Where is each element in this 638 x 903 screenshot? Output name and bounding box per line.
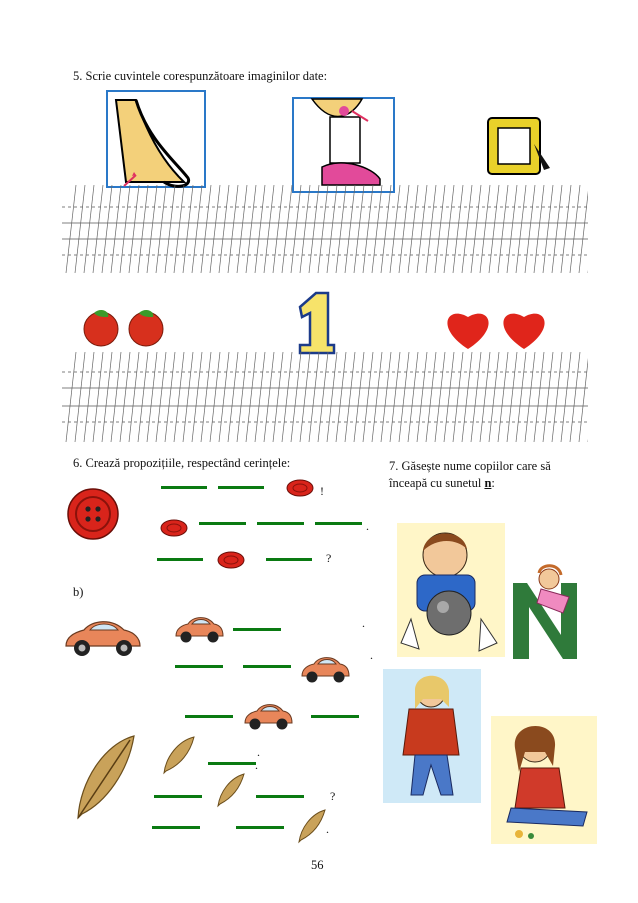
slant-guide-line — [480, 185, 490, 273]
girl-on-letter-n-picture — [511, 563, 583, 659]
car-icon — [62, 612, 142, 660]
slant-guide-line — [534, 185, 544, 273]
answer-line — [243, 665, 291, 668]
slant-guide-line — [507, 185, 517, 273]
answer-line — [256, 795, 304, 798]
slant-guide-line — [345, 352, 355, 442]
slant-guide-line — [570, 352, 580, 442]
slant-guide-line — [552, 352, 562, 442]
small-button-icon — [286, 479, 314, 497]
slant-guide-line — [327, 352, 337, 442]
question-mark: ? — [330, 789, 336, 803]
small-car-icon — [173, 610, 225, 646]
slant-guide-line — [228, 185, 238, 273]
slant-guide-line — [489, 185, 499, 273]
slant-guide-line — [147, 185, 157, 273]
slant-guide-line — [255, 185, 265, 273]
small-feather-icon — [295, 808, 327, 844]
small-button-icon — [160, 519, 188, 537]
slant-guide-line — [381, 352, 391, 442]
slant-guide-line — [525, 352, 535, 442]
period-mark: . — [255, 758, 258, 772]
slant-guide-line — [174, 352, 184, 442]
writing-lines-1 — [62, 185, 588, 273]
slant-guide-line — [390, 185, 400, 273]
slant-guide-line — [138, 185, 148, 273]
slant-guide-line — [66, 185, 76, 273]
slant-guide-line — [282, 352, 292, 442]
slant-guide-line — [201, 185, 211, 273]
target-letter: n — [484, 476, 492, 490]
slant-guide-line — [327, 185, 337, 273]
answer-line — [185, 715, 233, 718]
number-one-icon — [294, 291, 336, 355]
slant-guide-line — [435, 185, 445, 273]
slant-guide-line — [219, 185, 229, 273]
small-car-icon — [242, 697, 294, 733]
answer-line — [236, 826, 284, 829]
slant-guide-line — [138, 352, 148, 442]
slant-guide-line — [300, 352, 310, 442]
slant-guide-line — [453, 352, 463, 442]
slant-guide-line — [435, 352, 445, 442]
slant-guide-line — [426, 185, 436, 273]
small-feather-icon — [214, 772, 246, 808]
slant-guide-line — [390, 352, 400, 442]
slant-guide-line — [444, 352, 454, 442]
slant-guide-line — [84, 352, 94, 442]
slant-guide-line — [345, 185, 355, 273]
slant-guide-line — [570, 185, 580, 273]
feather-icon — [70, 732, 138, 822]
slant-guide-line — [354, 352, 364, 442]
slant-guide-line — [120, 185, 130, 273]
slant-guide-line — [75, 352, 85, 442]
slant-guide-line — [381, 185, 391, 273]
slant-guide-line — [336, 352, 346, 442]
slant-guide-line — [462, 352, 472, 442]
exercise-6-title: 6. Crează propozițiile, respectând cerințele: — [73, 456, 291, 470]
exercise-5-title: 5. Scrie cuvintele corespunzătoare imaginilor date: — [73, 69, 328, 83]
slant-guide-line — [309, 185, 319, 273]
slant-guide-line — [399, 352, 409, 442]
answer-line — [311, 715, 359, 718]
chin-picture — [292, 97, 395, 193]
slant-guide-line — [408, 352, 418, 442]
page-number: 56 — [311, 858, 324, 872]
slant-guide-line — [219, 352, 229, 442]
slant-guide-line — [372, 185, 382, 273]
slant-guide-line — [111, 352, 121, 442]
slant-guide-line — [417, 352, 427, 442]
period-mark: . — [362, 616, 365, 630]
slant-guide-line — [246, 352, 256, 442]
slant-guide-line — [534, 352, 544, 442]
slant-guide-line — [192, 352, 202, 442]
slant-guide-line — [561, 185, 571, 273]
slant-guide-line — [561, 352, 571, 442]
slant-guide-line — [318, 185, 328, 273]
slant-guide-line — [93, 352, 103, 442]
slant-guide-line — [264, 185, 274, 273]
slant-guide-line — [579, 185, 588, 273]
slant-guide-line — [525, 185, 535, 273]
period-mark: . — [257, 745, 260, 759]
answer-line — [154, 795, 202, 798]
slant-guide-line — [183, 185, 193, 273]
nose-picture — [106, 90, 206, 188]
slant-guide-line — [498, 352, 508, 442]
slant-guide-line — [102, 352, 112, 442]
slant-guide-line — [93, 185, 103, 273]
boy-with-ball-picture — [397, 523, 505, 657]
small-button-icon — [217, 551, 245, 569]
picture-frame-icon — [474, 104, 556, 184]
slant-guide-line — [111, 185, 121, 273]
slant-guide-line — [210, 185, 220, 273]
slant-guide-line — [417, 185, 427, 273]
slant-guide-line — [543, 185, 553, 273]
slant-guide-line — [120, 352, 130, 442]
exclamation-mark: ! — [320, 484, 324, 498]
slant-guide-line — [408, 185, 418, 273]
question-mark: ? — [326, 551, 332, 565]
slant-guide-line — [282, 185, 292, 273]
slant-guide-line — [201, 352, 211, 442]
answer-line — [315, 522, 362, 525]
answer-line — [218, 486, 264, 489]
answer-line — [161, 486, 207, 489]
period-mark: . — [370, 648, 373, 662]
slant-guide-line — [237, 185, 247, 273]
slant-guide-line — [192, 185, 202, 273]
slant-guide-line — [471, 185, 481, 273]
slant-guide-line — [516, 185, 526, 273]
slant-guide-line — [363, 185, 373, 273]
answer-line — [266, 558, 312, 561]
slant-guide-line — [129, 352, 139, 442]
answer-line — [152, 826, 200, 829]
slant-guide-line — [309, 352, 319, 442]
girl-sewing-picture — [491, 716, 597, 844]
slant-guide-line — [453, 185, 463, 273]
slant-guide-line — [237, 352, 247, 442]
slant-guide-line — [255, 352, 265, 442]
slant-guide-line — [183, 352, 193, 442]
exercise-7-title-line1: 7. Găsește nume copiilor care să — [389, 459, 551, 473]
slant-guide-line — [372, 352, 382, 442]
slant-guide-line — [489, 352, 499, 442]
slant-guide-line — [291, 185, 301, 273]
slant-guide-line — [471, 352, 481, 442]
answer-line — [257, 522, 304, 525]
slant-guide-line — [399, 185, 409, 273]
slant-guide-line — [480, 352, 490, 442]
slant-guide-line — [579, 352, 588, 442]
slant-guide-line — [84, 185, 94, 273]
slant-guide-line — [75, 185, 85, 273]
answer-line — [157, 558, 203, 561]
slant-guide-line — [228, 352, 238, 442]
slant-guide-line — [462, 185, 472, 273]
slant-guide-line — [363, 352, 373, 442]
slant-guide-line — [498, 185, 508, 273]
slant-guide-line — [246, 185, 256, 273]
answer-line — [233, 628, 281, 631]
period-mark: . — [366, 519, 369, 533]
slant-guide-line — [156, 185, 166, 273]
answer-line — [199, 522, 246, 525]
slant-guide-line — [174, 185, 184, 273]
answer-line — [175, 665, 223, 668]
small-feather-icon — [160, 735, 196, 775]
slant-guide-line — [426, 352, 436, 442]
exercise-7-title-line2: înceapă cu sunetul n: — [389, 476, 495, 490]
heart-icons — [442, 305, 552, 353]
slant-guide-line — [336, 185, 346, 273]
slant-guide-line — [264, 352, 274, 442]
slant-guide-line — [516, 352, 526, 442]
slant-guide-line — [102, 185, 112, 273]
small-car-icon — [299, 650, 351, 686]
slant-guide-line — [291, 352, 301, 442]
slant-guide-line — [66, 352, 76, 442]
button-icon — [66, 486, 120, 542]
slant-guide-line — [300, 185, 310, 273]
answer-line — [208, 762, 256, 765]
slant-guide-line — [543, 352, 553, 442]
slant-guide-line — [156, 352, 166, 442]
slant-guide-line — [552, 185, 562, 273]
slant-guide-line — [165, 352, 175, 442]
slant-guide-line — [210, 352, 220, 442]
apple-icons — [80, 307, 172, 349]
slant-guide-line — [147, 352, 157, 442]
slant-guide-line — [354, 185, 364, 273]
slant-guide-line — [273, 185, 283, 273]
slant-guide-line — [444, 185, 454, 273]
girl-in-red-coat-picture — [383, 669, 481, 803]
slant-guide-line — [507, 352, 517, 442]
part-b-label: b) — [73, 585, 84, 599]
slant-guide-line — [129, 185, 139, 273]
slant-guide-line — [165, 185, 175, 273]
period-mark: . — [326, 822, 329, 836]
slant-guide-line — [318, 352, 328, 442]
writing-lines-2 — [62, 352, 588, 442]
slant-guide-line — [273, 352, 283, 442]
